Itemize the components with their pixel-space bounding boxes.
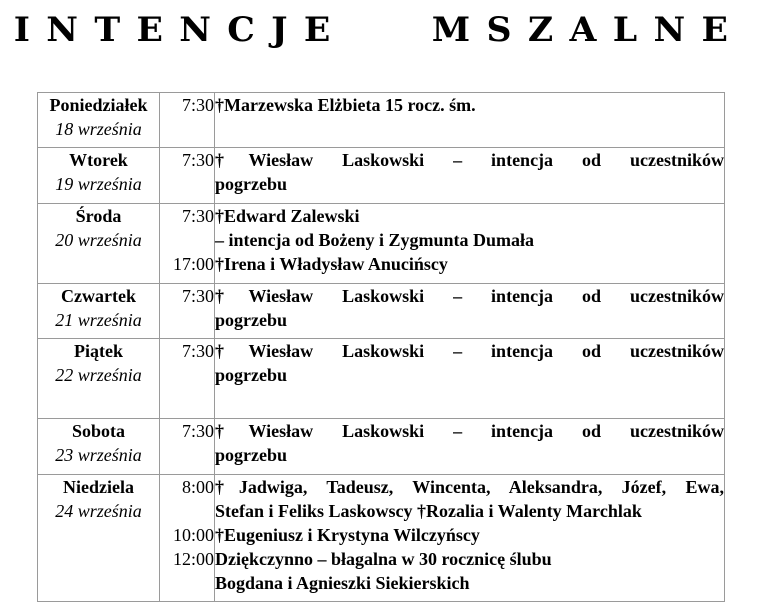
table-row: [38, 419, 725, 475]
day-date: 18 września: [55, 119, 142, 139]
mass-time: 7:30: [181, 341, 214, 361]
time-cell: [160, 284, 215, 339]
day-name: Piątek: [74, 341, 123, 361]
day-name: Czwartek: [61, 286, 136, 306]
day-cell: [38, 284, 160, 339]
time-cell: [160, 339, 215, 419]
intention-line: †Wiesław Laskowski – intencja od uczestników: [215, 150, 724, 170]
intention-line: Dziękczynno – błagalna w 30 rocznicę ślubu: [215, 549, 552, 569]
intention-cell: [215, 148, 725, 204]
table-row: [38, 93, 725, 148]
page-title: INTENCJE MSZALNE: [13, 10, 745, 50]
intention-line: †Edward Zalewski: [215, 206, 360, 226]
day-cell: [38, 93, 160, 148]
table-row: [38, 284, 725, 339]
day-name: Środa: [75, 206, 122, 226]
day-date: 19 września: [55, 174, 142, 194]
intention-cell: [215, 339, 725, 419]
day-cell: [38, 419, 160, 475]
mass-time: 7:30: [181, 421, 214, 441]
intention-line: pogrzebu: [215, 445, 287, 465]
table-row: [38, 148, 725, 204]
intention-line: †Wiesław Laskowski – intencja od uczestników: [215, 421, 724, 441]
time-cell: [160, 148, 215, 204]
intention-line: pogrzebu: [215, 365, 287, 385]
intention-line: †Wiesław Laskowski – intencja od uczestników: [215, 286, 724, 306]
intention-cell: [215, 419, 725, 475]
table-row: [38, 339, 725, 419]
intention-cell: [215, 204, 725, 284]
intention-cell: [215, 475, 725, 602]
day-cell: [38, 475, 160, 602]
day-name: Poniedziałek: [49, 95, 148, 115]
table-row: [38, 204, 725, 284]
intention-cell: [215, 284, 725, 339]
intention-line: pogrzebu: [215, 310, 287, 330]
day-cell: [38, 148, 160, 204]
intention-line: Bogdana i Agnieszki Siekierskich: [215, 573, 470, 593]
day-cell: [38, 339, 160, 419]
intention-line: – intencja od Bożeny i Zygmunta Dumała: [215, 230, 535, 250]
mass-time: 7:30: [181, 150, 214, 170]
day-name: Niedziela: [63, 477, 134, 497]
day-name: Sobota: [71, 421, 125, 441]
day-date: 21 września: [55, 310, 142, 330]
mass-time: 8:00: [181, 477, 214, 497]
intention-line: Stefan i Feliks Laskowscy †Rozalia i Walenty Marchlak: [215, 501, 642, 521]
day-name: Wtorek: [69, 150, 128, 170]
day-date: 24 września: [55, 501, 142, 521]
mass-time: 7:30: [181, 95, 214, 115]
mass-time: 12:00: [172, 549, 214, 569]
intention-line: †Jadwiga, Tadeusz, Wincenta, Aleksandra, Józef, Ewa,: [215, 477, 724, 497]
mass-time: 17:00: [172, 254, 214, 274]
time-cell: [160, 475, 215, 602]
intention-line: pogrzebu: [215, 174, 287, 194]
mass-time: 7:30: [181, 206, 214, 226]
day-date: 23 września: [55, 445, 142, 465]
intention-line: †Marzewska Elżbieta 15 rocz. śm.: [215, 95, 476, 115]
intention-line: †Wiesław Laskowski – intencja od uczestników: [215, 341, 724, 361]
mass-time: 7:30: [181, 286, 214, 306]
intention-line: †Eugeniusz i Krystyna Wilczyńscy: [215, 525, 480, 545]
time-cell: [160, 419, 215, 475]
day-date: 20 września: [55, 230, 142, 250]
time-cell: [160, 93, 215, 148]
intention-line: †Irena i Władysław Anucińscy: [215, 254, 448, 274]
day-date: 22 września: [55, 365, 142, 385]
table-row: [38, 475, 725, 602]
intention-cell: [215, 93, 725, 148]
day-cell: [38, 204, 160, 284]
mass-time: 10:00: [172, 525, 214, 545]
mass-intentions-table: [37, 92, 725, 602]
time-cell: [160, 204, 215, 284]
